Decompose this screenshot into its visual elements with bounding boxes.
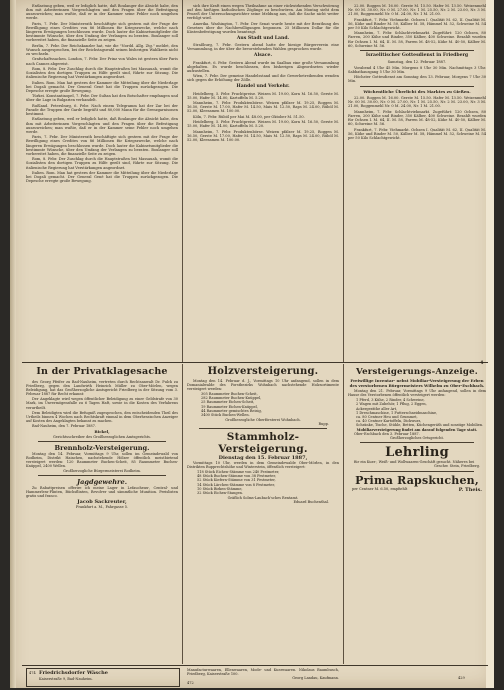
market-paragraph: Mannheim, 7. Febr. Schlachtviehmarkt. Zugeführt: 120 Ochsen, 80 Farren, 200 Kühe und Rinder, 350 Kälber, 400 Schweine. Bezahlt wurden für Ochsen I. M. 64, II. M. 58, Farren M. 48-52, Kühe M. 40-50, Kälber M. 60, Schweine M. 56.	[348, 31, 486, 48]
news-paragraph: Rom, 8. Febr. Der Zuschlag durch die Hauptstraßen bei Massauah, womit die Sozialisten den dortigen Truppen zu Hilfe geeilt sind, führte zur Sitzung. Die italienische Regierung hat Verstärkungen angeordnet.	[26, 66, 178, 80]
market-box-title: Israelitischer Gottesdienst in Friedberg	[365, 52, 469, 58]
item-list	[187, 392, 339, 417]
ad-paragraph: Zu Rabattpreisen offerire ich meine Lager in Lefaucheux-, Central- und Hammerless-Flinten, Büchsflinten, Revolver und sämmtliche Munition. Preislisten gratis und franco.	[26, 486, 178, 499]
list-item: 1 Dreschmaschine, 1 Futterschneidmaschine,	[356, 410, 438, 415]
news-paragraph: Rom, 8. Febr. Der Zuschlag durch die Hauptstraßen bei Massauah, womit die Sozialisten den dortigen Truppen zu Hilfe geeilt sind, führte zur Sitzung. Die italienische Regierung hat Verstärkungen angeordnet.	[26, 157, 178, 170]
news-paragraph: Italien. Rom. Man hat gestern der Kammer die Mitteilung über die Niederlage bei Dogali gemacht. Der General Gené hat die Truppen zurückgezogen. Die Depesche erregte große Bewegung.	[26, 80, 178, 93]
list-item: 10 Stück Birken-Stämme,	[197, 486, 243, 491]
ad-subheading: Freiwillige Inventar- nebst Mobiliar-Versteigerung der Erben des verstorbenen Bürgermeisters Wilhelm zu Ober-Eschbach.	[349, 378, 485, 388]
news-paragraph: Heidelberg, 5. Febr. Fruchtpreise. Weizen M. 19.00, Korn M. 16.50, Gerste M. 15.00, Hafer M. 14.00, Kartoffeln M. 5.20.	[187, 91, 339, 100]
ad-firm: P. Theis.	[458, 486, 482, 493]
divider	[38, 441, 166, 442]
ad-signature-name: Eduard Buchenthal.	[293, 499, 329, 504]
list-item: ca. 40 Centner Kartoffeln, Dickwurz,	[356, 418, 422, 423]
page-number: 4	[480, 360, 484, 366]
news-paragraph: sich ihre Kraft einen wegen Theilnahme an einer rückwirkenden Verschwörung auf den hießigen katholischen Zöglinge zu beschwören. Am Montag sieht dem Prozeß der Untersuchungsrichter seine Meldung aus, daß die Sache nicht weiter verfolgt wird.	[187, 4, 339, 21]
news-paragraph: Frankfurt, 6. Febr. Gestern Abend wurde im Saalbau eine große Versammlung abgehalten. Es wurde beschlossen, den bisherigen Abgeordneten wieder aufzustellen.	[187, 60, 339, 73]
item-list	[348, 398, 486, 427]
ad-heading-raps: Prima Rapskuchen,	[355, 473, 479, 487]
news-paragraph: Türkei. Konstantinopel, 7. Febr. Der Sultan hat den Botschafter empfangen und über die Lage in Bulgarien verhandelt.	[26, 94, 178, 103]
ad-date: Bad-Nauheim, den 7. Februar 1887.	[32, 423, 96, 428]
news-paragraph: Wien, 7. Febr. Der gemeine Handelsstand und die Gewerbetreibenden wenden sich gegen die Erhöhung der Zölle.	[187, 74, 339, 83]
ad-number: 472	[187, 680, 194, 685]
ad-heading-brennholz: Brennholz-Versteigerung.	[54, 443, 150, 452]
ad-address: Frankfurt a. M., Fahrgasse 5.	[75, 505, 129, 510]
page-fold-shadow	[10, 0, 16, 688]
list-item: 44 Raummeter gemischtes Reisig,	[201, 408, 262, 413]
ad-manufactur	[187, 668, 339, 685]
ad-column-2	[187, 366, 339, 664]
ad-wasche	[26, 668, 180, 687]
divider	[360, 442, 474, 443]
ad-note: Mobiliarversteigerung findet am darauf folgenden Tage statt.	[356, 428, 478, 433]
news-paragraph: Berlin, 7. Febr. Der Reichskanzler hat, wie die "Nordd. Allg. Ztg." meldet, den Wunsch ausgesprochen, bei der Reichstagswahl seinen bisherigen Wahlkreis nicht zu wechseln.	[26, 43, 178, 57]
section-heading: Handel und Verkehr.	[236, 84, 290, 90]
news-paragraph: Entlastung geben, weil er lediglich hatte, daß Boulanger die Absicht habe, den ihm mit Arbeiterinnen Vorgeschlagten und den Fragen über die Befestigung auszuweichen; man wußte, daß er in der Kammer seine Fehler noch umgehen werde.	[26, 117, 178, 134]
news-column-2	[187, 4, 339, 360]
ad-heading-privat: In der Privatklagesache	[36, 366, 168, 377]
ad-date-line: Dienstag den 15. Februar 1887,	[218, 455, 308, 462]
list-item: 1 Pferd, 3 Kühe, 2 Rinder, 4 Schweine,	[356, 398, 425, 403]
column-rule	[343, 0, 344, 362]
market-paragraph: 22.00. Roggen M. 16.00. Gerste M. 15.50. Hafer M. 13.50. Weizenmehl Nr. 00 M. 30.00, Nr. 0 M. 27.00, Nr. 1 M. 25.50, Nr. 2 M. 23.00, Nr. 3 M. 21.00, Roggenmehl Nr. 0 M. 24.00, Nr. 1 M. 21.00.	[348, 4, 486, 17]
ad-signature: Großherzogliches Ortsgericht.	[389, 436, 445, 441]
list-item: 305 Raummeter Buchen-Scheit,	[201, 392, 258, 397]
ad-firm: Jacob Sackreuter,	[77, 499, 127, 506]
ad-paragraph: des Georg Pfeifer zu Bad-Nauheim, vertreten durch Rechtsanwalt Dr. Pulch zu Friedberg, gegen den Landwirth Heinrich Müller zu Ober-Mörlen, wegen Beleidigung, hat das Großherzogliche Amtsgericht Friedberg in der Sitzung vom 3. Februar 1887 für Recht erkannt:	[26, 380, 178, 397]
ad-date: Ober-Eschbach den 3. Februar 1887.	[354, 432, 420, 437]
news-paragraph: Mannheim, 7. Febr. Produktenbörse. Weizen pfälzer M. 19.25, Roggen M. 16.50, Gerste M. 17.00, Hafer M. 14.50, Mais M. 12.50, Raps M. 24.00, Rüböl M. 52.00, Kleesamen M. 100.00.	[187, 129, 339, 142]
list-item: 25 Raummeter Eichen-Scheit,	[201, 400, 255, 405]
ad-paragraph: Manufacturwaaren, Ellenwaaren, Mode- und Kurzwaaren. Nikolaus Baumbusch, Friedberg, Kaiserstraße 100.	[187, 668, 339, 677]
ad-paragraph: Montag den 14. Februar d. J., Vormittags 10 Uhr anfangend, sollen in dem Domanialwalde des Forstbezirks Wohnbach nachstehende Holzsortimente versteigert werden:	[187, 379, 339, 392]
column-rule	[182, 0, 183, 362]
list-item: 32 Stück Eichen-Stangen.	[197, 490, 244, 495]
ad-signature: Georg Landau, Kaufmann.	[292, 676, 339, 681]
news-paragraph: Köln, 7. Febr. Rüböl per Mai M. 48.00, per Oktober M. 51.50.	[193, 114, 305, 119]
section-heading: Alsace.	[253, 53, 273, 59]
ad-number: 474	[29, 671, 36, 675]
list-item: 14 Stück Lärchen-Stämme von 8 Festmeter,	[197, 482, 275, 487]
ad-column-3	[348, 366, 486, 664]
news-paragraph: Paris, 7. Febr. Der Ministerrath beschäftigte sich gestern mit der Frage der Bewilligung eines Credites von 86 Millionen für Kriegszwecke, welche nach längeren Erwägungen beschlossen wurde. Doch lauter die Kabinetsmitglieder die bestimmte Wünsche, über den Umfang der Verlangen zu beraten. Boulanger soll vorbereitet haben, die finanzielle Seite zu zeigen.	[26, 21, 178, 43]
ad-paragraph: Dem Beleidigten wird die Befugniß zugesprochen, den entscheidenden Theil des Urtheils binnen 4 Wochen nach Rechtskraft einmal in dem Oberhessischen Anzeiger auf Kosten des Angeklagten bekannt zu machen.	[26, 410, 178, 423]
ad-address: Kaiserstraße 9, Bad-Nauheim.	[39, 677, 93, 681]
news-paragraph: Entlastung geben, weil er lediglich hatte, daß Boulanger die Absicht habe, den ihm mit Arbeiterinnen Vorgeschlagten und den Fragen über die Befestigung auszuweichen; man wußte, daß er in der Kammer seine Fehler noch umgehen werde.	[26, 4, 178, 21]
ad-line	[348, 487, 486, 493]
list-item: 48 Stück Buchen-Stämme von 38 Festmeter,	[197, 474, 276, 479]
ad-paragraph: per Centner M. 6.50, empfiehlt	[352, 486, 408, 491]
divider	[360, 86, 474, 87]
service-line: Höchster Gottesdienst am Sonntag den 13. Februar, Morgens 7 Uhr 30 Min.	[348, 75, 486, 84]
ad-paragraph: Montag den 14. Februar, Vormittags 9 Uhr, sollen im Gemeindewald von Rodheim, Distrikt Hainchen, nachstehende Hölzer öffentlich meistbietend versteigert werden: 120 Raummeter Buchen-Scheit, 85 Raummeter Buchen-Knüppel, 2400 Wellen.	[26, 451, 178, 468]
list-item: 52 Stück Kiefern-Stämme von 31 Festmeter,	[197, 478, 276, 483]
divider	[360, 471, 474, 472]
news-paragraph: Grafschaftssachen. London, 7. Febr. Der Prinz von Wales ist gestern über Paris nach Cannes abgereist.	[26, 57, 178, 66]
news-paragraph: Heidelberg, 5. Febr. Fruchtpreise. Weizen M. 19.00, Korn M. 16.50, Gerste M. 15.00, Hafer M. 14.00, Kartoffeln M. 5.20.	[187, 120, 339, 129]
ad-number: 429	[458, 676, 465, 680]
ad-signature: Großherzogliche Oberförsterei Wohnbach.	[225, 417, 301, 422]
news-paragraph: Amerika. Washington, 7. Febr. Der Senat wurde heute mit der Berathung des Gesetzes über die Nachbewilligungen begonnen. 25 Millionen Dollar für die Küstenbefestigung wurden beantragt.	[187, 21, 339, 35]
ad-heading-holz: Holzversteigerung.	[207, 366, 319, 377]
news-paragraph: Paris, 7. Febr. Der Ministerrath beschäftigte sich gestern mit der Frage der Bewilligung eines Credites von 86 Millionen für Kriegszwecke, welche nach längeren Erwägungen beschlossen wurde. Doch lauter die Kabinetsmitglieder die bestimmte Wünsche, über den Umfang der Verlangen zu beraten. Boulanger soll vorbereitet haben, die finanzielle Seite zu zeigen.	[26, 135, 178, 156]
newspaper-page	[10, 0, 494, 688]
ad-signature-role: Gerichtsschreiber des Großherzoglichen Amtsgerichts.	[53, 434, 151, 439]
news-column-3	[348, 4, 486, 360]
list-item: 3400 Stück Buchen-Wellen.	[201, 412, 250, 417]
list-item: 118 Stück Eichen-Stämme von 240 Festmeter,	[197, 470, 280, 475]
ad-signature: Großherzogliche Bürgermeisterei Rodheim.	[63, 469, 141, 474]
news-paragraph: Straßburg, 7. Febr. Gestern abend hatte der hiesige Bürgerverein eine Versammlung, in der über die bevorstehenden Wahlen gesprochen wurde.	[187, 43, 339, 52]
news-paragraph: Rußland. Petersburg, 6. Febr. Nach einem Telegramm hat der Zar bei der Parade die Truppen der Garde begrüßt und 80,000 Mann für die Grenzgarnisonen bestimmt.	[26, 103, 178, 117]
news-column-1	[26, 4, 178, 360]
item-list	[187, 470, 339, 495]
news-paragraph: Mannheim, 7. Febr. Produktenbörse. Weizen pfälzer M. 19.25, Roggen M. 16.50, Gerste M. 17.00, Hafer M. 14.50, Mais M. 12.50, Raps M. 24.00, Rüböl M. 52.00, Kleesamen M. 100.00.	[187, 101, 339, 114]
list-item: ca. 80 Centner Heu und Grummet,	[356, 414, 418, 419]
column-rule	[343, 364, 344, 664]
ad-firm: Geschw. Stein, Friedberg.	[433, 464, 480, 469]
list-item: 19 Raummeter Eichen-Knüppel,	[201, 404, 258, 409]
divider	[38, 475, 166, 476]
ad-heading-versteigerung: Versteigerungs-Anzeige.	[356, 367, 478, 377]
ad-heading-stammholz: Stammholz-Versteigerung.	[218, 431, 308, 456]
bottom-rule	[22, 665, 488, 666]
ad-signature-name: Rupp.	[318, 421, 329, 426]
news-paragraph: Italien. Rom. Man hat gestern der Kammer die Mitteilung über die Niederlage bei Dogali gemacht. Der General Gené hat die Truppen zurückgezogen. Die Depesche erregte große Bewegung.	[26, 170, 178, 184]
list-item: Ackergeräthe aller Art,	[356, 406, 398, 411]
list-item: 2 Wagen mit Zubehör, 1 Pflug, 2 Eggen,	[356, 402, 427, 407]
ad-paragraph: Montag den 21. Februar, Vormittags 9 Uhr anfangend, sollen in dem Hause des Verstorbenen öffentlich versteigert werden:	[348, 389, 486, 398]
market-paragraph: Frankfurt, 7. Febr. Viehmarkt. Ochsen I. Qualität M. 62, II. Qualität M. 56, Kühe und Rinder M. 50, Kälber M. 58, Hämmel M. 52, Schweine M. 54 per 50 Kilo Schlachtgewicht.	[348, 17, 486, 30]
ad-signature: Gräflich Solms-Laubach'sches Rentamt.	[227, 495, 299, 500]
ad-firm: Friedrichsdorfer Wäsche	[39, 670, 108, 676]
right-margin	[486, 0, 494, 688]
market-paragraph: Frankfurt, 7. Febr. Viehmarkt. Ochsen I. Qualität M. 62, II. Qualität M. 56, Kühe und Rinder M. 50, Kälber M. 58, Hämmel M. 52, Schweine M. 54 per 50 Kilo Schlachtgewicht.	[348, 127, 486, 140]
market-paragraph: Mannheim, 7. Febr. Schlachtviehmarkt. Zugeführt: 120 Ochsen, 80 Farren, 200 Kühe und Rinder, 350 Kälber, 400 Schweine. Bezahlt wurden für Ochsen I. M. 64, II. M. 58, Farren M. 48-52, Kühe M. 40-50, Kälber M. 60, Schweine M. 56.	[348, 109, 486, 127]
ad-column-1	[26, 366, 178, 664]
market-overview-title: Wöchentliche Überlicht des Marktes zu Gießen.	[363, 88, 471, 94]
ad-heading-lehrling: Lehrling	[385, 445, 449, 461]
service-line: Vorabend 4 Uhr 45 Min. Morgens 8 Uhr 30 Min. Nachmittags 3 Uhr. Sabbathausgang 5 Uhr 30 Min.	[348, 65, 486, 74]
divider	[360, 50, 474, 51]
divider	[199, 428, 327, 429]
ad-heading-jagd: Jagdgewehre.	[76, 478, 128, 487]
list-item: 282 Raummeter Buchen-Knüppel,	[201, 396, 262, 401]
column-rule	[182, 364, 183, 664]
service-line: Samstag, den 12. Februar 1887.	[387, 60, 447, 65]
ad-paragraph: für ein Kurz-, Weiß- und Wollwaaren-Geschäft gesucht. Näheres bei	[354, 460, 475, 465]
market-paragraph: 22.00. Roggen M. 16.00. Gerste M. 15.50. Hafer M. 13.50. Weizenmehl Nr. 00 M. 30.00, Nr. 0 M. 27.00, Nr. 1 M. 25.50, Nr. 2 M. 23.00, Nr. 3 M. 21.00, Roggenmehl Nr. 0 M. 24.00, Nr. 1 M. 21.00.	[348, 96, 486, 109]
ad-paragraph: Vormittags 10 Uhr, werden in dem Gemeindewalde Ober-Mörlen, in den Distrikten Rupprechtshöhe und Winterstein, öffentlich versteigert:	[187, 461, 339, 470]
ad-body	[26, 380, 178, 428]
ads-separator	[22, 362, 488, 363]
ad-signature: Bickel,	[94, 429, 110, 435]
ad-paragraph: Der Angeklagte wird wegen öffentlicher Beleidigung zu einer Geldstrafe von 30 Mark, im Unvermögensfalle zu 6 Tagen Haft, sowie in die Kosten des Verfahrens verurtheilt.	[26, 397, 178, 410]
list-item: Schränke, Tische, Stühle, Betten, Küchengeräth und sonstige Mobilien.	[356, 422, 484, 427]
section-heading: Aus Stadt und Land.	[236, 35, 290, 41]
